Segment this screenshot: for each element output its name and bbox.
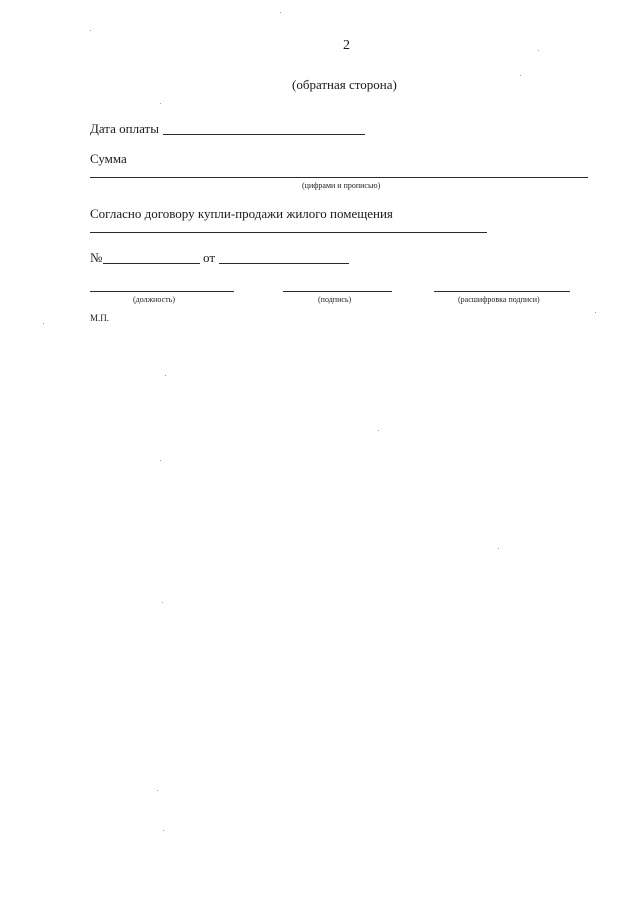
amount-hint: (цифрами и прописью) [302, 181, 381, 190]
contract-number-field[interactable] [103, 263, 200, 264]
scan-speck [90, 30, 91, 31]
contract-details-field[interactable] [90, 232, 487, 233]
signature-decoding-hint: (расшифровка подписи) [458, 295, 540, 304]
scan-speck [160, 460, 161, 461]
scan-speck [163, 830, 164, 831]
scan-speck [165, 375, 166, 376]
scan-speck [595, 312, 596, 313]
contract-number-label: № [90, 250, 103, 265]
reverse-side-label: (обратная сторона) [292, 77, 397, 92]
signature-decoding-field[interactable] [434, 291, 570, 292]
contract-label: Согласно договору купли-продажи жилого помещения [90, 206, 393, 221]
signature-hint: (подпись) [318, 295, 352, 304]
position-field[interactable] [90, 291, 234, 292]
position-hint: (должность) [133, 295, 175, 304]
contract-date-field[interactable] [219, 263, 349, 264]
page-number: 2 [343, 38, 350, 53]
scan-speck [498, 548, 499, 549]
scan-speck [520, 75, 521, 76]
payment-date-label: Дата оплаты [90, 121, 159, 136]
scan-speck [378, 430, 379, 431]
amount-field[interactable] [90, 177, 588, 178]
scan-speck [162, 602, 163, 603]
contract-date-label: от [203, 250, 216, 265]
scan-speck [157, 790, 158, 791]
stamp-mark: М.П. [90, 313, 110, 323]
payment-date-field[interactable] [163, 134, 365, 135]
scan-speck [280, 12, 281, 13]
signature-field[interactable] [283, 291, 392, 292]
scan-speck [160, 103, 161, 104]
scan-speck [538, 50, 539, 51]
amount-label: Сумма [90, 151, 127, 166]
scan-speck [43, 323, 44, 324]
